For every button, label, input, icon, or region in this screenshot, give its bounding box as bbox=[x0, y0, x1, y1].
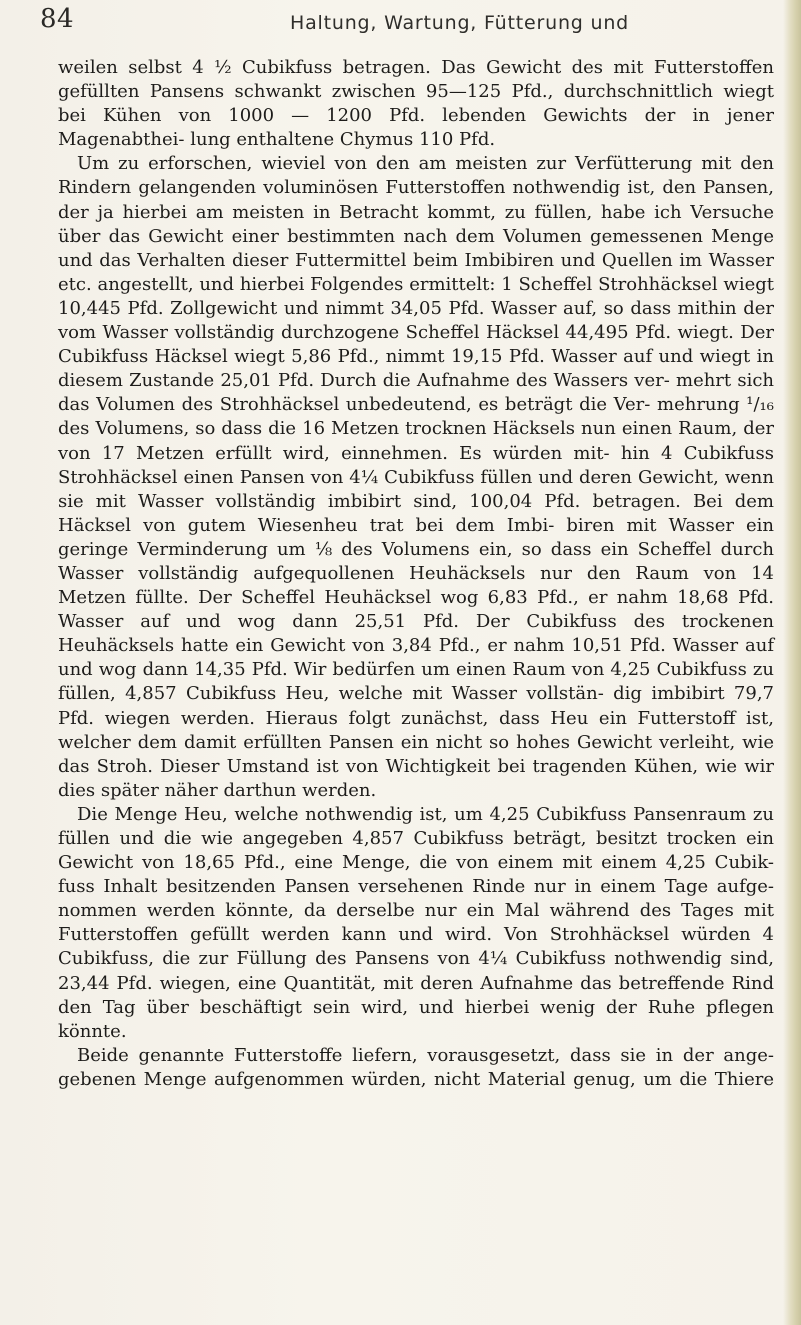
body-text bbox=[58, 56, 774, 1092]
running-head: Haltung, Wartung, Fütterung und bbox=[290, 12, 630, 34]
paragraph-4: Beide genannte Futterstoffe liefern, vorausgesetzt, dass sie in der ange- gebenen Menge aufgenommen würden, nicht Material genug, um die Thiere bbox=[58, 1044, 774, 1090]
page-edge-shadow bbox=[783, 0, 801, 1325]
page-header bbox=[40, 4, 760, 44]
paragraph-1: weilen selbst 4 ½ Cubikfuss betragen. Das Gewicht des mit Futterstoffen gefüllten Pansens schwankt zwischen 95—125 Pfd., durchschnittlich wiegt bei Kühen von 1000 — 1200 Pfd. lebenden Gewichts der in jener Magenabthei- lung enthaltene Chymus 110 Pfd. bbox=[58, 57, 774, 151]
paragraph-2: Um zu erforschen, wieviel von den am meisten zur Verfütterung mit den Rindern gelangenden voluminösen Futterstoffen nothwendig ist, den Pansen, der ja hierbei am meisten in Betracht kommt, zu füllen, habe ich Versuche über das Gewicht einer bestimmten nach dem Volumen gemessenen Menge und das Verhalten dieser Futtermittel beim Imbibiren und Quellen im Wasser etc. angestellt, und hierbei Folgendes ermittelt: 1 Scheffel Strohhäcksel wiegt 10,445 Pfd. Zollgewicht und nimmt 34,05 Pfd. Wasser auf, so dass mithin der vom Wasser vollständig durchzogene Scheffel Häcksel 44,495 Pfd. wiegt. Der Cubikfuss Häcksel wiegt 5,86 Pfd., nimmt 19,15 Pfd. Wasser auf und wiegt in diesem Zustande 25,01 Pfd. Durch die Aufnahme des Wassers ver- mehrt sich das Volumen des Strohhäcksel unbedeutend, es beträgt die Ver- mehrung ¹/₁₆ des Volumens, so dass die 16 Metzen trocknen Häcksels nun einen Raum, der von 17 Metzen erfüllt wird, einnehmen. Es würden mit- hin 4 Cubikfuss Strohhäcksel einen Pansen von 4¼ Cubikfuss füllen und deren Gewicht, wenn sie mit Wasser vollständig imbibirt sind, 100,04 Pfd. betragen. Bei dem Häcksel von gutem Wiesenheu trat bei dem Imbi- biren mit Wasser ein geringe Verminderung um ⅛ des Volumens ein, so dass ein Scheffel durch Wasser vollständig aufgequollenen Heuhäcksels nur den Raum von 14 Metzen füllte. Der Scheffel Heuhäcksel wog 6,83 Pfd., er nahm 18,68 Pfd. Wasser auf und wog dann 25,51 Pfd. Der Cubikfuss des trockenen Heuhäcksels hatte ein Gewicht von 3,84 Pfd., er nahm 10,51 Pfd. Wasser auf und wog dann 14,35 Pfd. Wir bedürfen um einen Raum von 4,25 Cubikfuss zu füllen, 4,857 Cubikfuss Heu, welche mit Wasser vollstän- dig imbibirt 79,7 Pfd. wiegen werden. Hieraus folgt zunächst, dass Heu ein Futterstoff ist, welcher dem damit erfüllten Pansen ein nicht so hohes Gewicht verleiht, wie das Stroh. Dieser Umstand ist von Wichtigkeit bei tragenden Kühen, wie wir dies später näher darthun werden. bbox=[58, 153, 774, 801]
paragraph-3: Die Menge Heu, welche nothwendig ist, um 4,25 Cubikfuss Pansenraum zu füllen und die wie angegeben 4,857 Cubikfuss beträgt, besitzt trocken ein Gewicht von 18,65 Pfd., eine Menge, die von einem mit einem 4,25 Cubik- fuss Inhalt besitzenden Pansen versehenen Rinde nur in einem Tage aufge- nommen werden könnte, da derselbe nur ein Mal während des Tages mit Futterstoffen gefüllt werden kann und wird. Von Strohhäcksel würden 4 Cubikfuss, die zur Füllung des Pansens von 4¼ Cubikfuss nothwendig sind, 23,44 Pfd. wiegen, eine Quantität, mit deren Aufnahme das betreffende Rind den Tag über beschäftigt sein wird, und hierbei wenig der Ruhe pflegen könnte. bbox=[58, 803, 774, 1042]
page-number: 84 bbox=[40, 4, 75, 34]
